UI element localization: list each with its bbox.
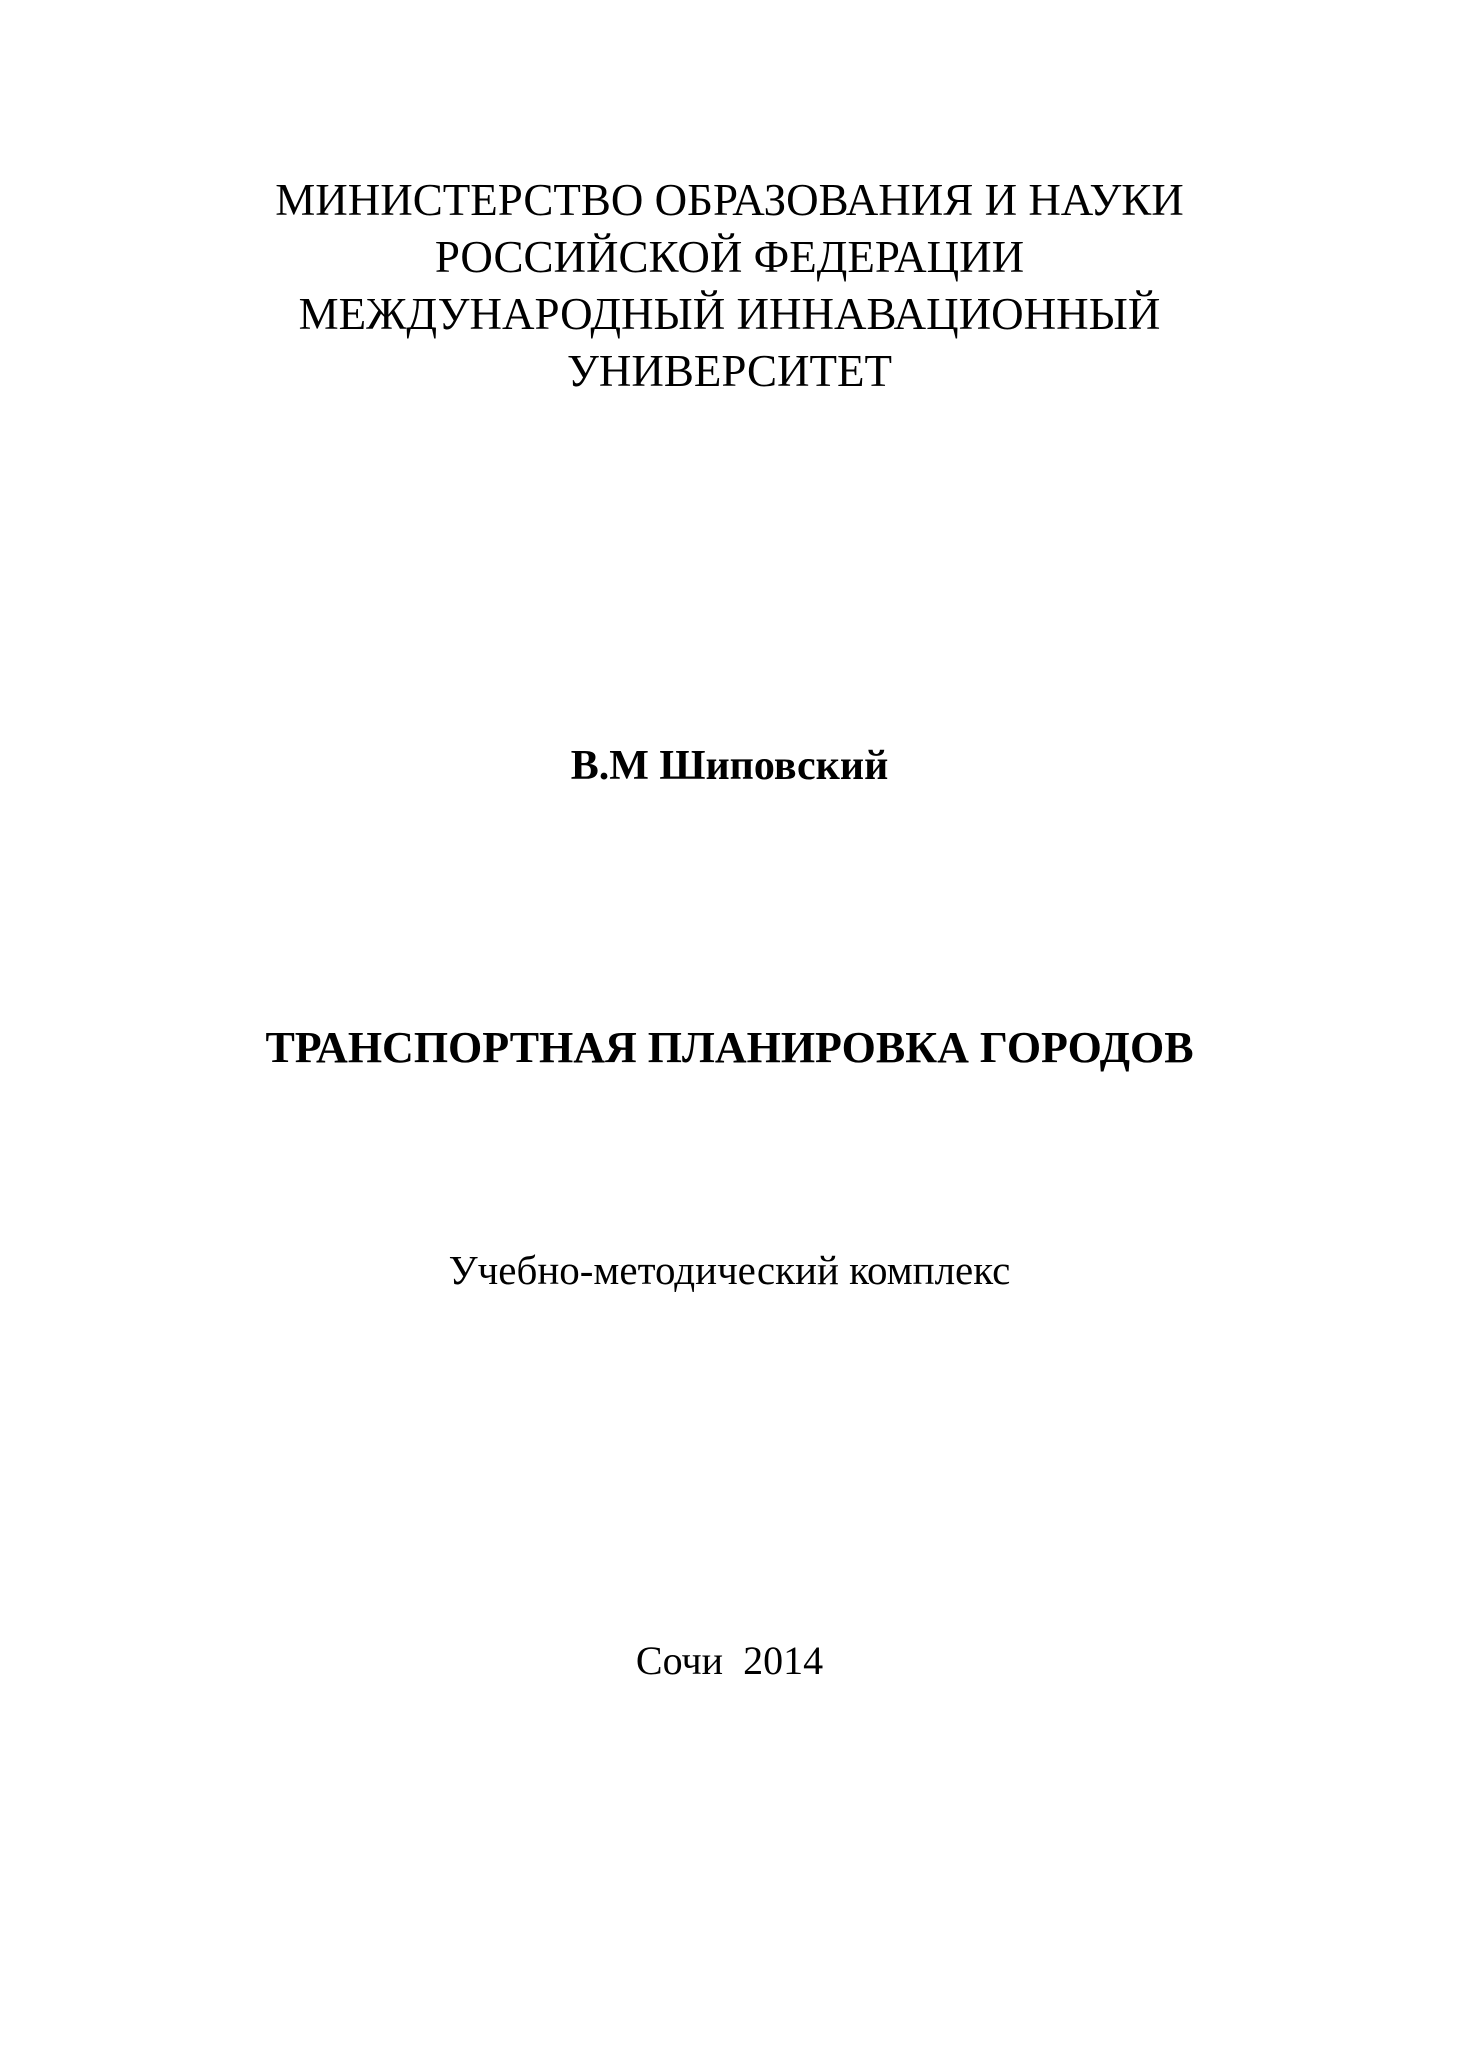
document-subtitle: Учебно-методический комплекс xyxy=(448,1247,1011,1293)
imprint-year: 2014 xyxy=(743,1638,824,1683)
imprint-city: Сочи xyxy=(635,1638,724,1683)
institution-line-1: МИНИСТЕРСТВО ОБРАЗОВАНИЯ И НАУКИ xyxy=(275,175,1184,225)
institution-line-4: УНИВЕРСИТЕТ xyxy=(567,346,892,396)
imprint xyxy=(0,1636,1459,1686)
author-name: В.М Шиповский xyxy=(570,743,889,789)
institution-line-3: МЕЖДУНАРОДНЫЙ ИННАВАЦИОННЫЙ xyxy=(298,289,1161,339)
institution-header xyxy=(0,172,1459,400)
institution-line-2: РОССИЙСКОЙ ФЕДЕРАЦИИ xyxy=(434,232,1025,282)
document-title: ТРАНСПОРТНАЯ ПЛАНИРОВКА ГОРОДОВ xyxy=(265,1023,1194,1072)
